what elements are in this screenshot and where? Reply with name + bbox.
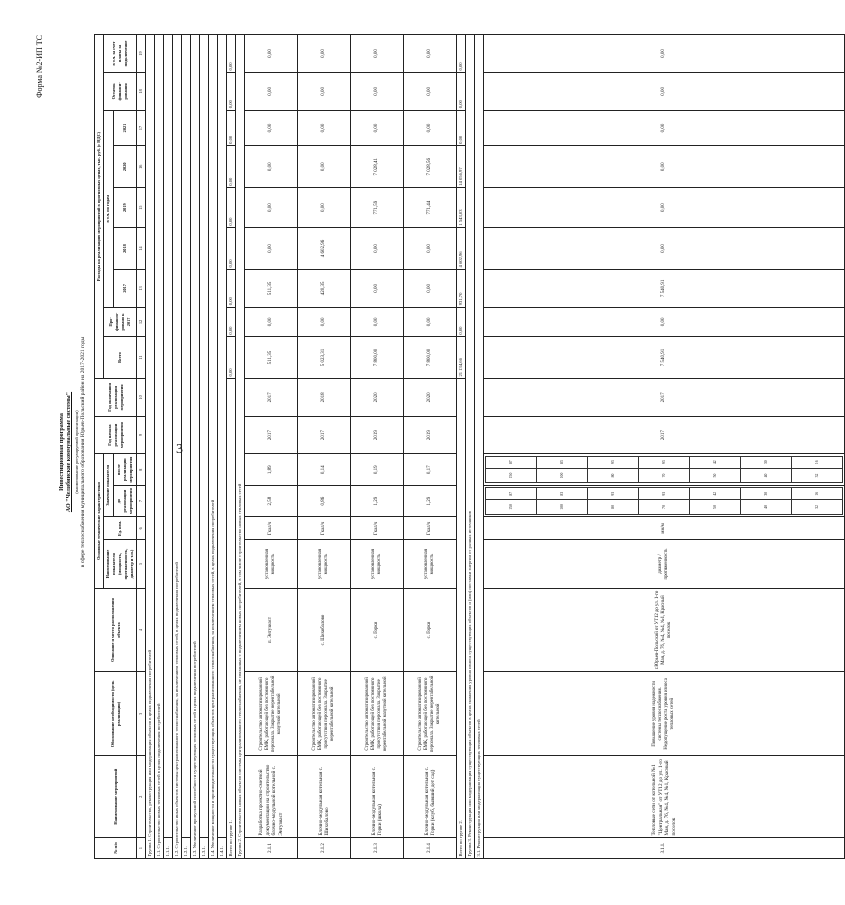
section-row [155, 35, 164, 859]
mini-cell: 93 [639, 456, 690, 468]
section-g1-4: 1.4. Увеличение мощности и производительности существующих объектов централизованного теплоснабжения, за исключением тепловых сетей, в целях подключения потребителей [209, 35, 218, 859]
th-char-name: Наименование показателя (мощность, протяженность, диаметр и т.п.) [104, 540, 137, 588]
g2-total-value: 21 134,66 [457, 337, 466, 379]
g1-total-value: 0,00 [227, 146, 236, 188]
section-row [191, 35, 200, 859]
cell-y2021: 0,00 [404, 110, 457, 146]
g2-total-value: 14 056,97 [457, 146, 466, 188]
cell-y2017: 0,00 [351, 270, 404, 308]
cell-before: 0,86 [298, 485, 351, 516]
th-unit: Ед. изм. [104, 517, 137, 540]
cell-total: 7 800,00 [404, 337, 457, 379]
cell-name: Блочно-модульная котельная с. Горки (школа) [351, 756, 404, 838]
col-num: 2 [137, 756, 146, 838]
cell-before-mini [484, 485, 845, 516]
cell-y2020: 7 028,41 [351, 146, 404, 188]
cell-end: 2017 [245, 379, 298, 417]
g1-total-value: 0,00 [227, 35, 236, 73]
cell-name: Блочно-модульная котельная с. Шихобалово [298, 756, 351, 838]
cell-before: 2,58 [245, 485, 298, 516]
title-line-3: (наименование регулируемой организации) [74, 410, 79, 494]
col-num: 8 [137, 454, 146, 485]
cell-location: г.Юрьев-Польский от УТ12 до ул. 1-го Мая, д. 76, №4, №4, №1, Красный поселок [484, 588, 845, 672]
cell-y2019: 771,44 [404, 188, 457, 228]
cell-after: 0,14 [298, 454, 351, 485]
col-num: 16 [137, 146, 146, 188]
cell-prior: 0,00 [404, 307, 457, 336]
mini-cell: 80 [588, 468, 639, 483]
group-1-total-row [227, 35, 236, 859]
mini-cell: 70 [639, 500, 690, 515]
table-row [245, 35, 298, 859]
mini-row [792, 488, 843, 514]
section-row [164, 35, 173, 859]
g2-total-value: 1 543,03 [457, 188, 466, 228]
cell-prior: 0,00 [245, 307, 298, 336]
empty-cell [200, 35, 209, 838]
cell-after: 0,19 [351, 454, 404, 485]
cell-y2020: 0,00 [298, 146, 351, 188]
mini-row [639, 488, 690, 514]
section-g1: Группа 1. Строительство, реконструкция или модернизация объектов в целях подключения потребителей [146, 35, 155, 859]
th-no: № п/п [95, 838, 137, 859]
th-y2017: 2017 [113, 270, 136, 308]
cell-no: 2.1.4 [404, 838, 457, 859]
cell-y2020: 7 028,56 [404, 146, 457, 188]
cell-start: 2017 [245, 416, 298, 454]
th-prior: Про-финанси-ровано к 2017 [104, 307, 137, 336]
th-location: Описание и место расположения объекта [95, 588, 137, 672]
table-row [484, 35, 845, 859]
mini-cell: 83 [537, 488, 588, 500]
col-num: 18 [137, 72, 146, 110]
section-row [236, 35, 245, 859]
mini-row [741, 488, 792, 514]
g1-total-value: 0,00 [227, 188, 236, 228]
cell-y2019: 771,59 [351, 188, 404, 228]
mini-cell: 16 [792, 488, 843, 500]
section-row [218, 35, 227, 859]
mini-cell: 30 [741, 488, 792, 500]
investment-table [94, 34, 845, 859]
section-row [182, 35, 191, 859]
col-num: 9 [137, 416, 146, 454]
cell-y2020: 0,00 [484, 146, 845, 188]
mini-cell: 100 [537, 500, 588, 515]
cell-location: с. Шихобалово [298, 588, 351, 672]
cell-y2018: 0,00 [484, 228, 845, 270]
cell-y2018: 0,00 [351, 228, 404, 270]
cell-total: 511,35 [245, 337, 298, 379]
th-name: Наименование мероприятий [95, 756, 137, 838]
mini-row [741, 456, 792, 482]
cell-location: п. Энтузиаст [245, 588, 298, 672]
cell-incl: 0,00 [351, 35, 404, 73]
title-line-1: Инвестиционная программа [59, 413, 65, 491]
th-total: Всего [104, 337, 137, 379]
cell-incl: 0,00 [298, 35, 351, 73]
cell-remaining: 0,00 [298, 72, 351, 110]
cell-unit: Гкал/ч [298, 517, 351, 540]
cell-remaining: 0,00 [245, 72, 298, 110]
th-before: до реализации мероприятия [113, 485, 136, 516]
mini-cell: 70 [639, 468, 690, 483]
cell-incl: 0,00 [484, 35, 845, 73]
g2-total-label: Всего по группе 2. [457, 379, 466, 859]
th-y2019: 2019 [113, 188, 136, 228]
cell-unit: Гкал/ч [404, 517, 457, 540]
th-y2020: 2020 [113, 146, 136, 188]
col-num: 11 [137, 337, 146, 379]
col-num: 12 [137, 307, 146, 336]
g1-total-value: 0,00 [227, 337, 236, 379]
g1-total-value: 0,00 [227, 72, 236, 110]
mini-cell: 42 [690, 456, 741, 468]
col-num: 19 [137, 35, 146, 73]
mini-row [690, 488, 741, 514]
cell-before: 1,29 [404, 485, 457, 516]
cell-prior: 0,00 [484, 307, 845, 336]
cell-after: 0,17 [404, 454, 457, 485]
mini-cell: 93 [588, 456, 639, 468]
col-num: 10 [137, 379, 146, 417]
cell-y2021: 0,00 [298, 110, 351, 146]
cell-y2019: 0,00 [245, 188, 298, 228]
mini-cell: 100 [537, 468, 588, 483]
cell-remaining: 0,00 [351, 72, 404, 110]
section-g1-1: 1.1. Строительство новых тепловых сетей в целях подключения потребителей [155, 35, 164, 859]
cell-y2020: 0,00 [245, 146, 298, 188]
cell-no: 2.1.2 [298, 838, 351, 859]
section-row [466, 35, 475, 859]
cell-total: 7 540,91 [484, 337, 845, 379]
th-end-year: Год окончания реализации мероприятия [95, 379, 137, 417]
section-row [475, 35, 484, 859]
col-num: 17 [137, 110, 146, 146]
cell-remaining: 0,00 [484, 72, 845, 110]
cell-y2021: 0,00 [351, 110, 404, 146]
col-num: 13 [137, 270, 146, 308]
cell-unit: мм/м [484, 517, 845, 540]
col-num: 14 [137, 228, 146, 270]
col-num: 6 [137, 517, 146, 540]
mini-cell: 42 [690, 488, 741, 500]
cell-end: 2018 [298, 379, 351, 417]
form-code: Форма №2-ИП ТС [35, 35, 44, 98]
mini-cell: 50 [690, 468, 741, 483]
cell-start: 2019 [404, 416, 457, 454]
g2-total-value: 931,70 [457, 270, 466, 308]
mini-cell: 80 [588, 500, 639, 515]
empty-cell [182, 35, 191, 838]
th-value-group: Значение показателя [104, 454, 114, 517]
th-years-span: в т.ч. по годам [104, 110, 114, 307]
mini-row [588, 488, 639, 514]
section-row [209, 35, 218, 859]
th-y2021: 2021 [113, 110, 136, 146]
mini-row [690, 456, 741, 482]
mini-row [537, 488, 588, 514]
cell-start: 2019 [351, 416, 404, 454]
mini-cell: 83 [537, 456, 588, 468]
cell-end: 2020 [404, 379, 457, 417]
cell-unit: Гкал/ч [245, 517, 298, 540]
table-row [298, 35, 351, 859]
col-num: 7 [137, 485, 146, 516]
cell-total: 7 800,00 [351, 337, 404, 379]
before-mini-table [485, 487, 843, 514]
rotated-form [29, 27, 819, 877]
th-cost-group: Расходы на реализацию мероприятий в прогнозных ценах, тыс. руб. (с НДС) [95, 35, 104, 379]
cell-start: 2017 [484, 416, 845, 454]
g1-total-value: 0,00 [227, 270, 236, 308]
cell-name: Тепловые сети от котельной №1 "Центральная" от УТ12 до ул. 1-го Мая, д. 76, №4, №4, №1, Красный поселок [484, 756, 845, 838]
section-g1-2-1: 1.2.1. [182, 838, 191, 859]
mini-row [486, 456, 537, 482]
cell-justification: Строительство автоматизированной БМК, работающей без постоянного присутствия персонала. Закрытие нерентабельной котельной [298, 672, 351, 756]
cell-char: установленная мощность [298, 540, 351, 588]
cell-y2018: 4 602,96 [298, 228, 351, 270]
cell-y2017: 511,35 [245, 270, 298, 308]
th-tech-group: Основные технические характеристики [95, 454, 104, 588]
title-line-4: в сфере теплоснабжения муниципального образования Юрьев-Польский район на 2017-2021 годы [80, 336, 86, 568]
mini-row [537, 456, 588, 482]
col-num: 4 [137, 588, 146, 672]
cell-y2018: 0,00 [245, 228, 298, 270]
cell-y2021: 0,00 [484, 110, 845, 146]
g2-total-value: 0,00 [457, 110, 466, 146]
page-number: 3 [176, 442, 183, 457]
th-start-year: Год начала реализации мероприятия [95, 416, 137, 454]
cell-no: 2.1.3 [351, 838, 404, 859]
mini-row [639, 456, 690, 482]
cell-prior: 0,00 [351, 307, 404, 336]
mini-cell: 30 [741, 456, 792, 468]
section-g3-1: 3.1. Реконструкция или модернизация существующих тепловых сетей [475, 35, 484, 859]
cell-justification: Строительство автоматизированной БМК, работающей без постоянного персонала. Закрытие нерентабельной котельной [404, 672, 457, 756]
cell-y2017: 0,00 [404, 270, 457, 308]
g1-total-value: 0,00 [227, 110, 236, 146]
cell-y2021: 0,00 [245, 110, 298, 146]
th-remaining: Остаток финанси-рования [104, 72, 137, 110]
section-row [200, 35, 209, 859]
mini-row [486, 488, 537, 514]
cell-y2017: 420,35 [298, 270, 351, 308]
mini-cell: 50 [690, 500, 741, 515]
cell-start: 2017 [298, 416, 351, 454]
section-g1-3-1: 1.3.1. [200, 838, 209, 859]
th-justification: Обоснование необходимости (цель реализации) [95, 672, 137, 756]
investment-table-wrap [94, 34, 845, 859]
section-g1-4-1: 1.4.1. [218, 838, 227, 859]
cell-name: Разработка проектно-сметной документации на строительство блочно-модульной котельной с. Энтузиаст [245, 756, 298, 838]
cell-total: 5 023,31 [298, 337, 351, 379]
after-mini-table [485, 456, 843, 483]
th-y2018: 2018 [113, 228, 136, 270]
section-g3: Группа 3. Реконструкция или модернизация существующих объектов в целях снижения уровня износа существующих объектов и (или) поставки энергии от разных источников [466, 35, 475, 859]
cell-justification: Строительство автоматизированной БМК, работающей без постоянного персонала. Закрытие нерентабельной мазутной котельной [245, 672, 298, 756]
g2-total-value: 0,00 [457, 307, 466, 336]
g1-total-value: 0,00 [227, 307, 236, 336]
cell-end: 2017 [484, 379, 845, 417]
empty-cell [218, 35, 227, 838]
mini-row [588, 456, 639, 482]
mini-cell: 150 [486, 500, 537, 515]
th-incl-borrowed: в т.ч. за счет платы за подключение [104, 35, 137, 73]
cell-y2018: 0,00 [404, 228, 457, 270]
mini-cell: 16 [792, 456, 843, 468]
cell-location: с. Горки [351, 588, 404, 672]
table-row [351, 35, 404, 859]
empty-cell [164, 35, 173, 838]
section-row [173, 35, 182, 859]
section-g1-3: 1.3. Увеличение пропускной способности существующих тепловых сетей в целях подключения потребителей [191, 35, 200, 859]
cell-unit: Гкал/ч [351, 517, 404, 540]
g1-total-value: 0,00 [227, 228, 236, 270]
col-num: 5 [137, 540, 146, 588]
table-row [404, 35, 457, 859]
group-2-total-row [457, 35, 466, 859]
mini-cell: 40 [741, 468, 792, 483]
mini-row [792, 456, 843, 482]
col-num: 15 [137, 188, 146, 228]
header-row-1 [95, 35, 104, 859]
cell-char: диаметр / протяженность [484, 540, 845, 588]
cell-remaining: 0,00 [404, 72, 457, 110]
mini-cell: 40 [741, 500, 792, 515]
mini-cell: 93 [639, 488, 690, 500]
column-number-row [137, 35, 146, 859]
cell-y2017: 7 540,91 [484, 270, 845, 308]
mini-cell: 87 [486, 488, 537, 500]
cell-y2019: 0,00 [484, 188, 845, 228]
mini-cell: 32 [792, 500, 843, 515]
g1-total-label: Всего по группе 1. [227, 379, 236, 859]
section-g1-1-1: 1.1.1. [164, 838, 173, 859]
col-num: 1 [137, 838, 146, 859]
cell-before: 1,29 [351, 485, 404, 516]
cell-incl: 0,00 [245, 35, 298, 73]
cell-no: 2.1.1 [245, 838, 298, 859]
mini-cell: 150 [486, 468, 537, 483]
cell-incl: 0,00 [404, 35, 457, 73]
cell-justification: Строительство автоматизированной БМК, работающей без постоянного присутствия персонала. Закрытие нерентабельной мазутной котельной [351, 672, 404, 756]
mini-cell: 87 [486, 456, 537, 468]
cell-end: 2020 [351, 379, 404, 417]
col-num: 3 [137, 672, 146, 756]
cell-justification: Повышение уровня надежности системы теплоснабжения. Недопущение роста уровня износа тепловых сетей [484, 672, 845, 756]
mini-cell: 32 [792, 468, 843, 483]
cell-name: Блочно-модульная котельная с. Горки (клуб, бывший дет сад) [404, 756, 457, 838]
g2-total-value: 0,00 [457, 72, 466, 110]
document-titles [59, 27, 87, 877]
section-row [146, 35, 155, 859]
th-after: после реализации мероприятия [113, 454, 136, 485]
g2-total-value: 4 602,96 [457, 228, 466, 270]
cell-after: 1,89 [245, 454, 298, 485]
cell-char: установленная мощность [245, 540, 298, 588]
cell-char: установленная мощность [404, 540, 457, 588]
cell-prior: 0,00 [298, 307, 351, 336]
mini-cell: 93 [588, 488, 639, 500]
title-line-2: АО "Челябинские коммунальные системы" [66, 391, 72, 513]
g2-total-value: 0,00 [457, 35, 466, 73]
cell-location: с. Горки [404, 588, 457, 672]
cell-no: 3.1.1. [484, 838, 845, 859]
section-g1-2: 1.2. Строительство иных объектов системы централизованного теплоснабжения, за исключением тепловых сетей, в целях подключения потребителей [173, 35, 182, 859]
section-g2: Группа 2. Строительство новых объектов системы централизованного теплоснабжения, не связанных с подключением новых потребителей, в том числе строительство новых тепловых сетей [236, 35, 245, 859]
cell-char: установленная мощность [351, 540, 404, 588]
cell-after-mini [484, 454, 845, 485]
cell-y2019: 0,00 [298, 188, 351, 228]
